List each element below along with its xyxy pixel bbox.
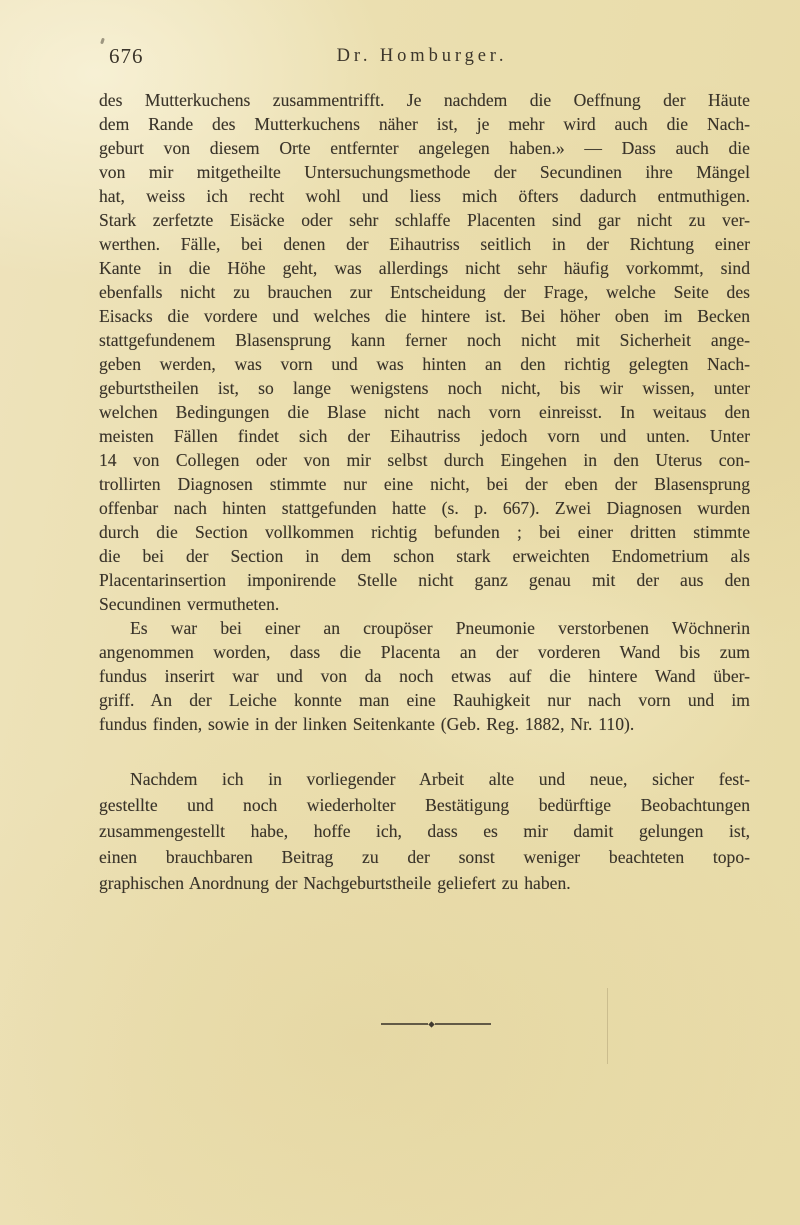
text-line: geburt von diesem Orte entfernter angelegen haben.» — Dass auch die [99, 138, 750, 158]
divider-ornament [428, 1021, 434, 1027]
divider-rule-right [435, 1023, 491, 1025]
text-line: welchen Bedingungen die Blase nicht nach vorn einreisst. In weitaus den [99, 402, 750, 422]
text-line: 14 von Collegen oder von mir selbst durch Eingehen in den Uterus con- [99, 450, 750, 470]
paragraph [99, 616, 750, 736]
text-line: trollirten Diagnosen stimmte nur eine nicht, bei der eben der Blasensprung [99, 474, 750, 494]
text-line: einen brauchbaren Beitrag zu der sonst weniger beachteten topo- [99, 847, 750, 867]
page-number: 676 [109, 44, 144, 68]
running-title-author: Dr. Homburger. [336, 46, 508, 66]
text-line: zusammengestellt habe, hoffe ich, dass es mir damit gelungen ist, [99, 821, 750, 841]
paragraph [99, 88, 750, 616]
divider-rule-left [381, 1023, 428, 1025]
text-line: meisten Fällen findet sich der Eihautriss jedoch vorn und unten. Unter [99, 426, 750, 446]
text-line: fundus inserirt war und von da noch etwas auf die hintere Wand über- [99, 666, 750, 686]
text-line: geben werden, was vorn und was hinten an den richtig gelegten Nach- [99, 354, 750, 374]
text-line: Es war bei einer an croupöser Pneumonie verstorbenen Wöchnerin [130, 618, 750, 638]
scan-crease [607, 988, 608, 1064]
text-line: werthen. Fälle, bei denen der Eihautriss seitlich in der Richtung einer [99, 234, 750, 254]
text-line: griff. An der Leiche konnte man eine Rauhigkeit nur nach vorn und im [99, 690, 750, 710]
text-line: graphischen Anordnung der Nachgeburtstheile geliefert zu haben. [99, 873, 571, 893]
text-line: Kante in die Höhe geht, was allerdings nicht sehr häufig vorkommt, sind [99, 258, 750, 278]
text-line: hat, weiss ich recht wohl und liess mich öfters dadurch entmuthigen. [99, 186, 750, 206]
text-line: Stark zerfetzte Eisäcke oder sehr schlaffe Placenten sind gar nicht zu ver- [99, 210, 750, 230]
text-line: von mir mitgetheilte Untersuchungsmethode der Secundinen ihre Mängel [99, 162, 750, 182]
text-line: Placentarinsertion imponirende Stelle nicht ganz genau mit der aus den [99, 570, 750, 590]
text-line: stattgefundenem Blasensprung kann ferner noch nicht mit Sicherheit ange- [99, 330, 750, 350]
text-line: offenbar nach hinten stattgefunden hatte (s. p. 667). Zwei Diagnosen wurden [99, 498, 750, 518]
text-line: die bei der Section in dem schon stark erweichten Endometrium als [99, 546, 750, 566]
text-line: dem Rande des Mutterkuchens näher ist, je mehr wird auch die Nach- [99, 114, 750, 134]
text-line: angenommen worden, dass die Placenta an der vorderen Wand bis zum [99, 642, 750, 662]
text-line: des Mutterkuchens zusammentrifft. Je nachdem die Oeffnung der Häute [99, 90, 750, 110]
text-line: gestellte und noch wiederholter Bestätigung bedürftige Beobachtungen [99, 795, 750, 815]
text-line: ebenfalls nicht zu brauchen zur Entscheidung der Frage, welche Seite des [99, 282, 750, 302]
article-body-text [99, 88, 750, 896]
text-line: fundus finden, sowie in der linken Seitenkante (Geb. Reg. 1882, Nr. 110). [99, 714, 635, 734]
text-line: Nachdem ich in vorliegender Arbeit alte und neue, sicher fest- [130, 769, 750, 789]
text-line: durch die Section vollkommen richtig befunden ; bei einer dritten stimmte [99, 522, 750, 542]
text-line: Secundinen vermutheten. [99, 594, 280, 614]
paragraph [99, 766, 750, 896]
text-line: Eisacks die vordere und welches die hintere ist. Bei höher oben im Becken [99, 306, 750, 326]
text-line: geburtstheilen ist, so lange wenigstens noch nicht, bis wir wissen, unter [99, 378, 750, 398]
running-header [0, 44, 800, 74]
section-divider [381, 1019, 491, 1029]
